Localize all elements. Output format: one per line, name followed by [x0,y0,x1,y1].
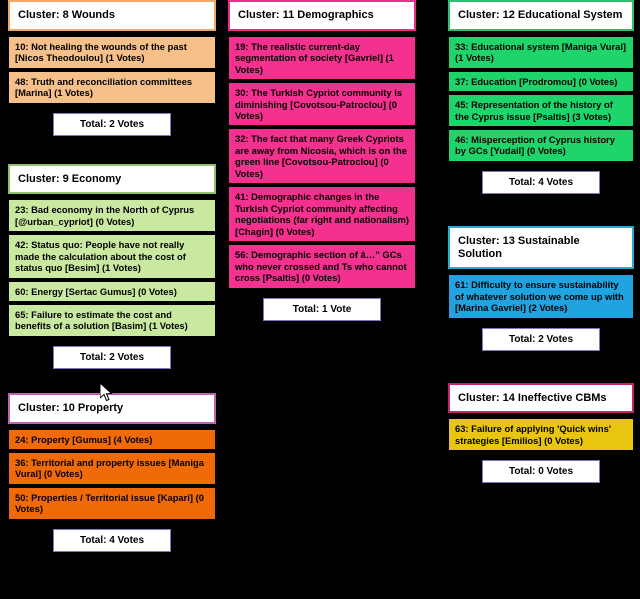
cluster-item[interactable]: 46: Misperception of Cyprus history by GCs [Yudail] (0 Votes) [448,129,634,162]
cluster-title: Cluster: 12 Educational System [448,0,634,31]
cluster-9-economy [8,164,216,369]
cluster-13-sustainable-solution [448,226,634,351]
cluster-items [8,36,216,104]
cluster-total: Total: 4 Votes [53,529,171,552]
cluster-items [228,36,416,289]
cluster-11-demographics [228,0,416,321]
cluster-items [448,274,634,318]
cluster-total: Total: 2 Votes [482,328,600,351]
cluster-title: Cluster: 9 Economy [8,164,216,195]
cluster-total: Total: 2 Votes [53,113,171,136]
cluster-item[interactable]: 19: The realistic current-day segmentation of society [Gavriel] (1 Votes) [228,36,416,80]
cluster-title: Cluster: 10 Property [8,393,216,424]
total-wrap [448,321,634,351]
cluster-item[interactable]: 63: Failure of applying 'Quick wins' strategies [Emilios] (0 Votes) [448,418,634,451]
cluster-item[interactable]: 42: Status quo: People have not really made the calculation about the cost of status quo [Besim] (1 Votes) [8,234,216,278]
cluster-item[interactable]: 10: Not healing the wounds of the past [Nicos Theodoulou] (1 Votes) [8,36,216,69]
cluster-item[interactable]: 37: Education [Prodromou] (0 Votes) [448,71,634,92]
column-left [8,0,216,562]
spacer [8,146,216,164]
cluster-items [448,36,634,162]
cluster-total: Total: 1 Vote [263,298,381,321]
cluster-8-wounds [8,0,216,136]
spacer [448,361,634,383]
cluster-items [448,418,634,451]
cluster-item[interactable]: 65: Failure to estimate the cost and benefits of a solution [Basim] (1 Votes) [8,304,216,337]
cluster-total: Total: 2 Votes [53,346,171,369]
cluster-12-educational-system [448,0,634,194]
cluster-item[interactable]: 60: Energy [Sertac Gumus] (0 Votes) [8,281,216,302]
column-right [448,0,634,493]
cluster-item[interactable]: 41: Demographic changes in the Turkish Cypriot community affecting negotiations (far right and nationalism) [Chagin] (0 Votes) [228,186,416,242]
cluster-item[interactable]: 33: Educational system [Maniga Vural] (1 Votes) [448,36,634,69]
mouse-cursor-icon [100,383,114,403]
cluster-title: Cluster: 8 Wounds [8,0,216,31]
total-wrap [8,522,216,552]
cluster-items [8,429,216,520]
cluster-10-property [8,393,216,552]
cluster-title: Cluster: 13 Sustainable Solution [448,226,634,269]
cluster-item[interactable]: 50: Properties / Territorial issue [Kapari] (0 Votes) [8,487,216,520]
cluster-item[interactable]: 32: The fact that many Greek Cypriots are away from Nicosia, which is on the green line [Covotsou-Patroclou] (0 Votes) [228,128,416,184]
total-wrap [448,164,634,194]
cluster-item[interactable]: 36: Territorial and property issues [Maniga Vural] (0 Votes) [8,452,216,485]
column-middle [228,0,416,331]
cluster-item[interactable]: 61: Difficulty to ensure sustainability of whatever solution we come up with [Marina Gavriel] (2 Votes) [448,274,634,318]
cluster-item[interactable]: 24: Property [Gumus] (4 Votes) [8,429,216,450]
cluster-items [8,199,216,337]
spacer [448,204,634,226]
cluster-item[interactable]: 45: Representation of the history of the Cyprus issue [Psaltis] (3 Votes) [448,94,634,127]
total-wrap [8,339,216,369]
total-wrap [8,106,216,136]
cluster-14-ineffective-cbms [448,383,634,484]
cluster-item[interactable]: 23: Bad economy in the North of Cyprus [@urban_cypriot] (0 Votes) [8,199,216,232]
cluster-item[interactable]: 56: Demographic section of â…” GCs who never crossed and Ts who cannot cross [Psaltis] (0 Votes) [228,244,416,288]
total-wrap [228,291,416,321]
cluster-total: Total: 4 Votes [482,171,600,194]
cluster-title: Cluster: 11 Demographics [228,0,416,31]
total-wrap [448,453,634,483]
cluster-item[interactable]: 30: The Turkish Cypriot community is diminishing [Covotsou-Patroclou] (0 Votes) [228,82,416,126]
cluster-total: Total: 0 Votes [482,460,600,483]
cluster-item[interactable]: 48: Truth and reconciliation committees [Marina] (1 Votes) [8,71,216,104]
cluster-title: Cluster: 14 Ineffective CBMs [448,383,634,414]
